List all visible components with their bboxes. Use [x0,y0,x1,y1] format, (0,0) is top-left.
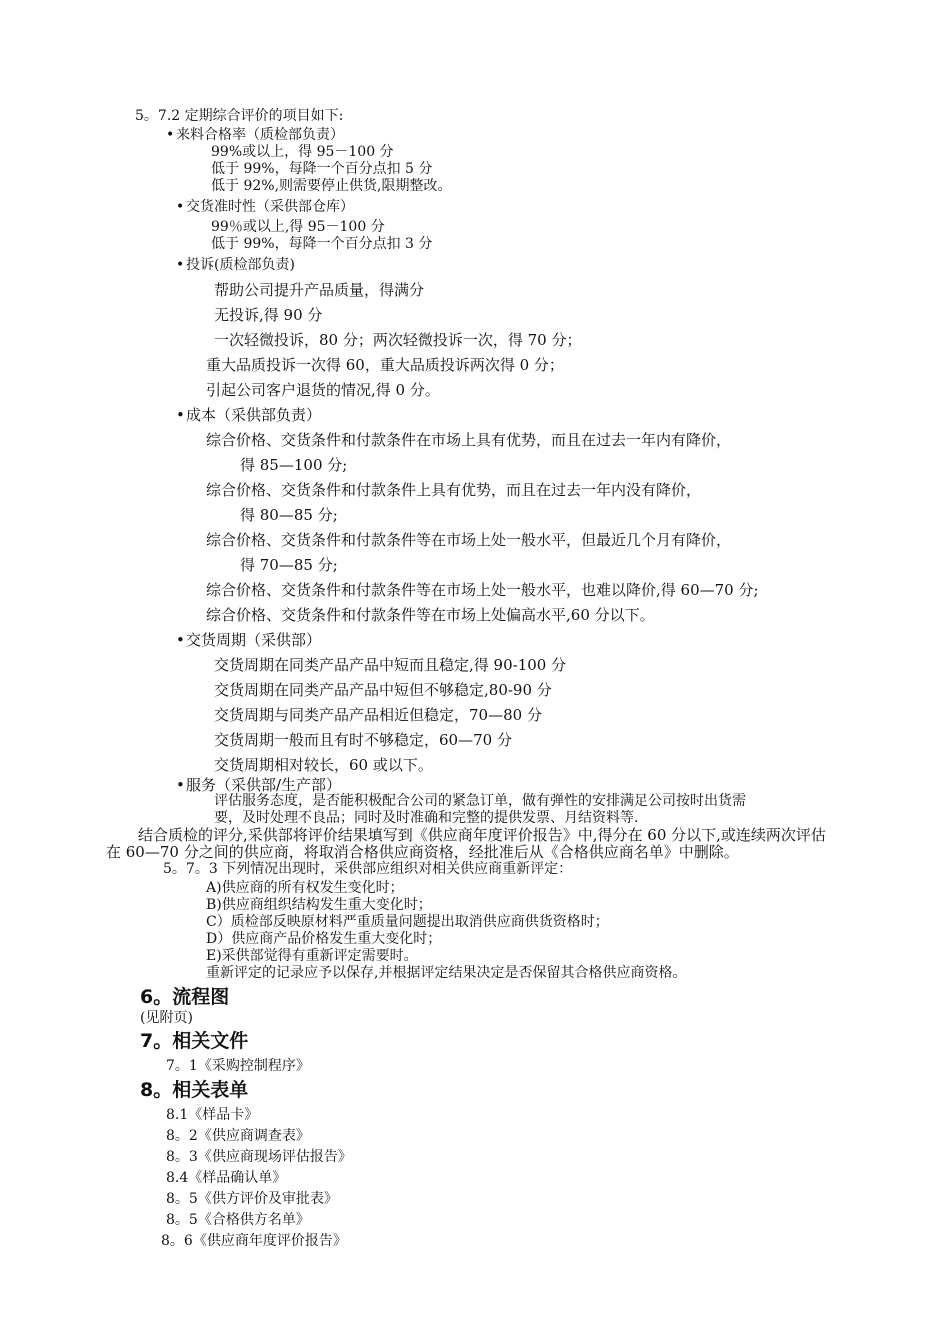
criterion-line: 交货周期在同类产品产品中短但不够稳定,80-90 分 [214,681,552,699]
flowchart-note: (见附页) [140,1010,193,1026]
criterion-line: 低于 99%，每降一个百分点扣 5 分 [211,161,433,177]
criterion-line: 综合价格、交货条件和付款条件等在市场上处一般水平，也难以降价,得 60—70 分; [206,581,759,599]
reassessment-note: 重新评定的记录应予以保存,并根据评定结果决定是否保留其合格供应商资格。 [206,965,687,981]
criterion-line: 99％或以上,得 95－100 分 [211,219,385,235]
criterion-line: 综合价格、交货条件和付款条件在市场上具有优势，而且在过去一年内有降价， [206,431,732,449]
bullet: • [176,631,185,649]
section-title-related-documents: 7。相关文件 [140,1030,249,1052]
related-form-item: 8.4《样品确认单》 [166,1170,287,1186]
criterion-line: 重大品质投诉一次得 60，重大品质投诉两次得 0 分； [206,356,564,374]
related-form-item: 8。5《供方评价及审批表》 [166,1191,338,1207]
criterion-title: 服务（采供部/生产部） [186,776,342,794]
related-form-item: 8。3《供应商现场评估报告》 [166,1149,352,1165]
bullet: • [176,776,185,794]
criterion-service [176,776,341,794]
criterion-title: 成本（采供部负责） [186,406,322,424]
criterion-title: 交货周期（采供部） [186,631,322,649]
related-document-item: 7。1《采购控制程序》 [166,1058,310,1074]
bullet: • [166,127,175,143]
related-form-item: 8。6《供应商年度评价报告》 [161,1233,347,1249]
summary-paragraph-line: 结合质检的评分,采供部将评价结果填写到《供应商年度评价报告》中,得分在 60 分以下,或连续两次评估 [138,826,826,844]
related-form-item: 8。2《供应商调查表》 [166,1128,310,1144]
related-form-item: 8.1《样品卡》 [166,1107,259,1123]
criterion-line: 一次轻微投诉，80 分；两次轻微投诉一次，得 70 分； [214,331,582,349]
bullet: • [176,199,185,215]
criterion-line: 交货周期与同类产品产品相近但稳定，70—80 分 [214,706,542,724]
criterion-delivery-punctuality [176,199,354,215]
reassessment-item: E)采供部觉得有重新评定需要时。 [206,948,418,964]
criterion-complaints [176,257,295,273]
section-heading-5-7-3: 5。7。3 下列情况出现时，采供部应组织对相关供应商重新评定： [163,861,573,877]
criterion-title: 来料合格率（质检部负责） [176,127,344,143]
criterion-line: 评估服务态度，是否能积极配合公司的紧急订单，做有弹性的安排满足公司按时出货需 [214,793,746,809]
criterion-line: 得 85—100 分; [240,456,348,474]
criterion-line: 99%或以上，得 95－100 分 [211,144,394,160]
criterion-line: 低于 99%，每降一个百分点扣 3 分 [211,236,433,252]
criterion-line: 引起公司客户退货的情况,得 0 分。 [206,381,440,399]
section-title-flowchart: 6。流程图 [140,986,230,1008]
reassessment-item: A)供应商的所有权发生变化时； [206,880,404,896]
criterion-line: 综合价格、交货条件和付款条件上具有优势，而且在过去一年内没有降价， [206,481,702,499]
criterion-line: 交货周期在同类产品产品中短而且稳定,得 90-100 分 [214,656,567,674]
criterion-line: 要，及时处理不良品；同时及时准确和完整的提供发票、月结资料等. [214,810,639,826]
reassessment-item: D）供应商产品价格发生重大变化时； [206,931,442,947]
criterion-cost [176,406,321,424]
criterion-line: 得 80—85 分; [240,506,338,524]
summary-paragraph-line: 在 60—70 分之间的供应商，将取消合格供应商资格，经批准后从《合格供应商名单》中删除。 [106,843,739,861]
bullet: • [176,406,185,424]
related-form-item: 8。5《合格供方名单》 [166,1212,310,1228]
bullet: • [176,257,185,273]
criterion-incoming-quality [166,127,344,143]
criterion-line: 交货周期一般而且有时不够稳定，60—70 分 [214,731,512,749]
criterion-line: 帮助公司提升产品质量，得满分 [214,281,425,299]
criterion-line: 低于 92%,则需要停止供货,限期整改。 [211,178,452,194]
criterion-line: 得 70—85 分; [240,556,338,574]
reassessment-item: B)供应商组织结构发生重大变化时； [206,897,432,913]
criterion-line: 交货周期相对较长，60 或以下。 [214,756,433,774]
criterion-line: 无投诉,得 90 分 [214,306,323,324]
criterion-line: 综合价格、交货条件和付款条件等在市场上处偏高水平,60 分以下。 [206,606,655,624]
section-title-related-forms: 8。相关表单 [140,1079,249,1101]
criterion-delivery-cycle [176,631,321,649]
criterion-title: 交货准时性（采供部仓库） [186,199,354,215]
section-heading-5-7-2: 5。7.2 定期综合评价的项目如下: [135,108,344,124]
criterion-title: 投诉(质检部负责) [186,257,295,273]
criterion-line: 综合价格、交货条件和付款条件等在市场上处一般水平，但最近几个月有降价， [206,531,732,549]
reassessment-item: C）质检部反映原材料严重质量问题提出取消供应商供货资格时； [206,914,609,930]
